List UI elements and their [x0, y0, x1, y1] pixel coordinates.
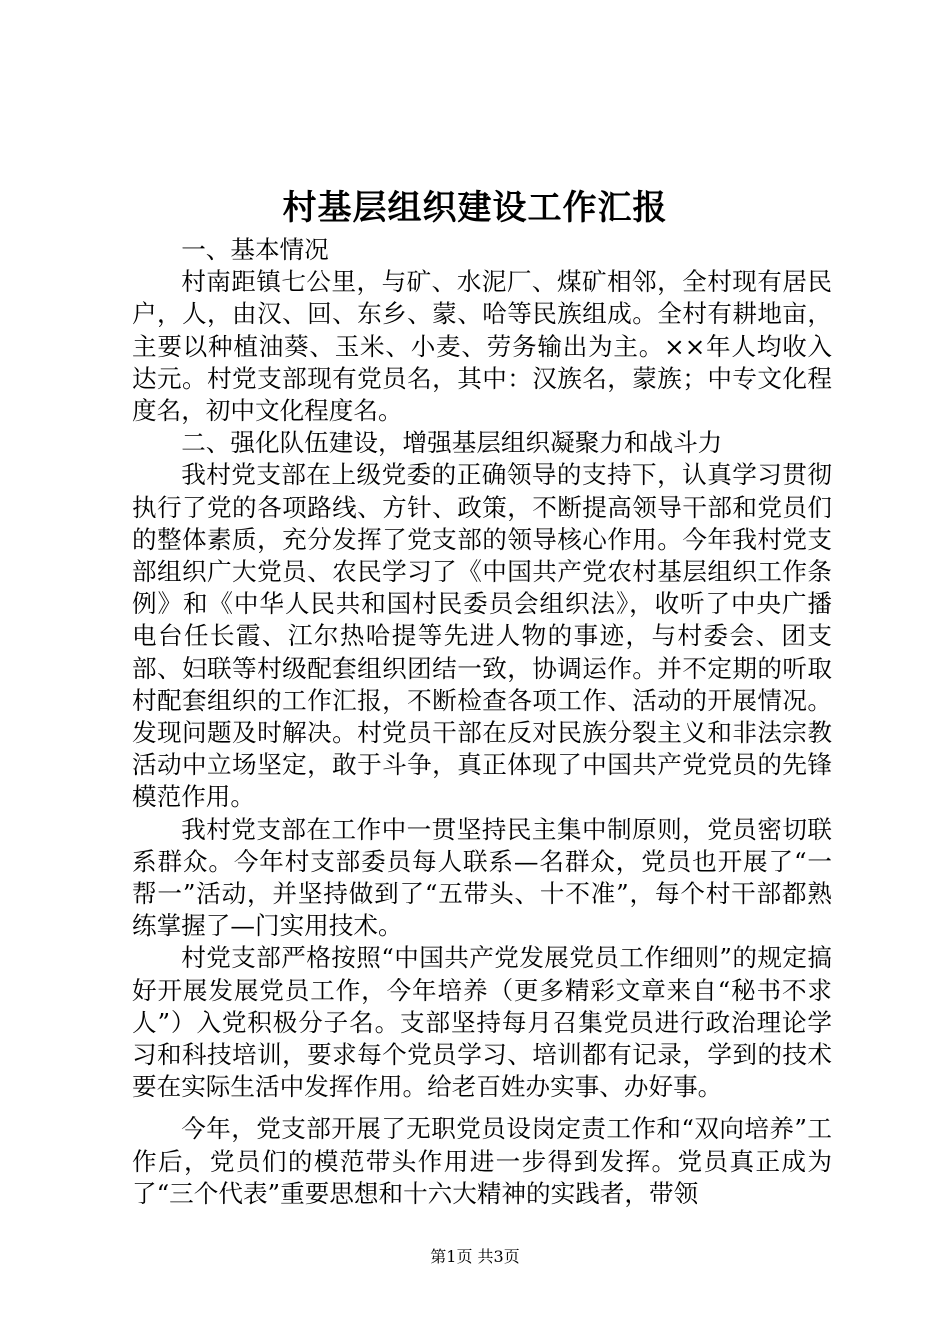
body-paragraph: 我村党支部在上级党委的正确领导的支持下，认真学习贯彻执行了党的各项路线、方针、政策，不断提高领导干部和党员们的整体素质，充分发挥了党支部的领导核心作用。今年我村党支部组织广大党员、农民学习了《中国共产党农村基层组织工作条例》和《中华人民共和国村民委员会组织法》，收听了中央广播电台任长霞、江尔热哈提等先进人物的事迹，与村委会、团支部、妇联等村级配套组织团结一致，协调运作。并不定期的听取村配套组织的工作汇报，不断检查各项工作、活动的开展情况。发现问题及时解决。村党员干部在反对民族分裂主义和非法宗教活动中立场坚定，敢于斗争，真正体现了中国共产党党员的先锋模范作用。 [132, 460, 832, 812]
section-heading: 一、基本情况 [181, 235, 329, 264]
document-body [132, 234, 832, 1210]
body-paragraph: 村党支部严格按照“中国共产党发展党员工作细则”的规定搞好开展发展党员工作，今年培养（更多精彩文章来自“秘书不求人”）入党积极分子名。支部坚持每月召集党员进行政治理论学习和科技培训，要求每个党员学习、培训都有记录，学到的技术要在实际生活中发挥作用。给老百姓办实事、办好事。 [132, 943, 832, 1102]
section-heading: 二、强化队伍建设，增强基层组织凝聚力和战斗力 [181, 428, 723, 458]
body-paragraph: 村南距镇七公里，与矿、水泥厂、煤矿相邻，全村现有居民户，人，由汉、回、东乡、蒙、哈等民族组成。全村有耕地亩，主要以种植油葵、玉米、小麦、劳务输出为主。××年人均收入达元。村党支部现有党员名，其中：汉族名，蒙族；中专文化程度名，初中文化程度名。 [132, 267, 832, 426]
body-paragraph: 今年，党支部开展了无职党员设岗定责工作和“双向培养”工作后，党员们的模范带头作用进一步得到发挥。党员真正成为了“三个代表”重要思想和十六大精神的实践者，带领 [132, 1114, 832, 1208]
page-footer: 第1页 共3页 [430, 1247, 520, 1266]
body-paragraph: 我村党支部在工作中一贯坚持民主集中制原则，党员密切联系群众。今年村支部委员每人联系—名群众，党员也开展了“一帮一”活动，并坚持做到了“五带头、十不准”，每个村干部都熟练掌握了—门实用技术。 [132, 814, 832, 941]
document-title: 村基层组织建设工作汇报 [282, 188, 668, 228]
